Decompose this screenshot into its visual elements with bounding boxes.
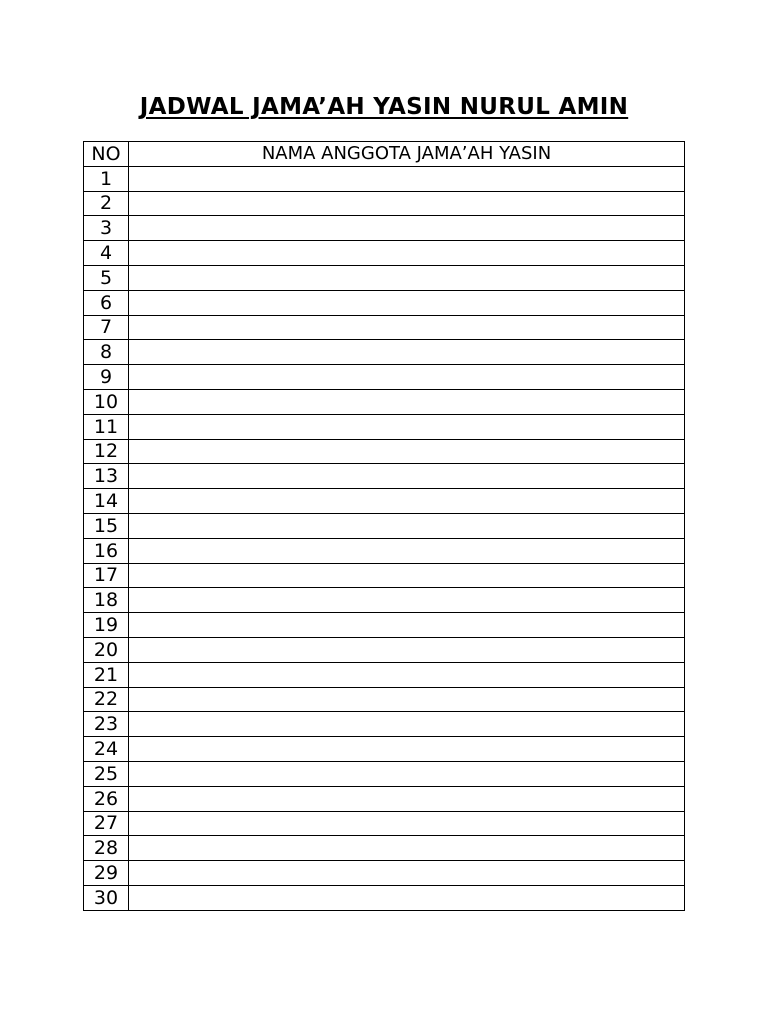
row-number: 3 (84, 216, 129, 241)
table-row (84, 538, 685, 563)
member-name-cell[interactable] (129, 216, 685, 241)
row-number: 18 (84, 588, 129, 613)
table-row (84, 563, 685, 588)
table-row (84, 340, 685, 365)
member-name-cell[interactable] (129, 811, 685, 836)
row-number: 11 (84, 414, 129, 439)
table-row (84, 290, 685, 315)
table-header-row (84, 142, 685, 167)
table-row (84, 637, 685, 662)
row-number: 16 (84, 538, 129, 563)
row-number: 27 (84, 811, 129, 836)
member-table (83, 141, 685, 911)
table-row (84, 885, 685, 910)
row-number: 8 (84, 340, 129, 365)
table-row (84, 365, 685, 390)
row-number: 17 (84, 563, 129, 588)
table-row (84, 513, 685, 538)
member-name-cell[interactable] (129, 761, 685, 786)
member-name-cell[interactable] (129, 464, 685, 489)
table-row (84, 439, 685, 464)
row-number: 9 (84, 365, 129, 390)
member-name-cell[interactable] (129, 786, 685, 811)
member-name-cell[interactable] (129, 563, 685, 588)
row-number: 28 (84, 836, 129, 861)
row-number: 26 (84, 786, 129, 811)
member-name-cell[interactable] (129, 389, 685, 414)
member-name-cell[interactable] (129, 315, 685, 340)
table-row (84, 613, 685, 638)
table-row (84, 265, 685, 290)
row-number: 13 (84, 464, 129, 489)
column-header-no: NO (84, 142, 129, 167)
member-name-cell[interactable] (129, 439, 685, 464)
member-name-cell[interactable] (129, 241, 685, 266)
row-number: 6 (84, 290, 129, 315)
table-row (84, 786, 685, 811)
row-number: 20 (84, 637, 129, 662)
member-name-cell[interactable] (129, 613, 685, 638)
row-number: 12 (84, 439, 129, 464)
row-number: 23 (84, 712, 129, 737)
table-row (84, 588, 685, 613)
table-row (84, 241, 685, 266)
member-name-cell[interactable] (129, 687, 685, 712)
table-row (84, 687, 685, 712)
table-row (84, 811, 685, 836)
row-number: 25 (84, 761, 129, 786)
row-number: 4 (84, 241, 129, 266)
row-number: 19 (84, 613, 129, 638)
row-number: 1 (84, 166, 129, 191)
table-row (84, 315, 685, 340)
row-number: 30 (84, 885, 129, 910)
document-title: JADWAL JAMA’AH YASIN NURUL AMIN (139, 94, 629, 120)
table-row (84, 836, 685, 861)
member-name-cell[interactable] (129, 836, 685, 861)
table-row (84, 191, 685, 216)
table-row (84, 489, 685, 514)
row-number: 22 (84, 687, 129, 712)
table-row (84, 414, 685, 439)
row-number: 14 (84, 489, 129, 514)
table-row (84, 737, 685, 762)
member-name-cell[interactable] (129, 885, 685, 910)
table-body (84, 166, 685, 910)
row-number: 7 (84, 315, 129, 340)
member-name-cell[interactable] (129, 588, 685, 613)
table-row (84, 861, 685, 886)
table-row (84, 389, 685, 414)
member-name-cell[interactable] (129, 637, 685, 662)
member-name-cell[interactable] (129, 861, 685, 886)
member-name-cell[interactable] (129, 513, 685, 538)
table-row (84, 761, 685, 786)
member-name-cell[interactable] (129, 538, 685, 563)
member-name-cell[interactable] (129, 737, 685, 762)
member-name-cell[interactable] (129, 414, 685, 439)
member-name-cell[interactable] (129, 365, 685, 390)
column-header-name: NAMA ANGGOTA JAMA’AH YASIN (129, 142, 685, 167)
row-number: 29 (84, 861, 129, 886)
table-row (84, 166, 685, 191)
row-number: 24 (84, 737, 129, 762)
row-number: 15 (84, 513, 129, 538)
row-number: 5 (84, 265, 129, 290)
member-name-cell[interactable] (129, 489, 685, 514)
member-name-cell[interactable] (129, 340, 685, 365)
row-number: 21 (84, 662, 129, 687)
table-row (84, 662, 685, 687)
row-number: 10 (84, 389, 129, 414)
table-row (84, 464, 685, 489)
table-row (84, 712, 685, 737)
member-name-cell[interactable] (129, 662, 685, 687)
row-number: 2 (84, 191, 129, 216)
member-name-cell[interactable] (129, 712, 685, 737)
table-row (84, 216, 685, 241)
member-name-cell[interactable] (129, 265, 685, 290)
member-name-cell[interactable] (129, 191, 685, 216)
member-name-cell[interactable] (129, 290, 685, 315)
member-name-cell[interactable] (129, 166, 685, 191)
